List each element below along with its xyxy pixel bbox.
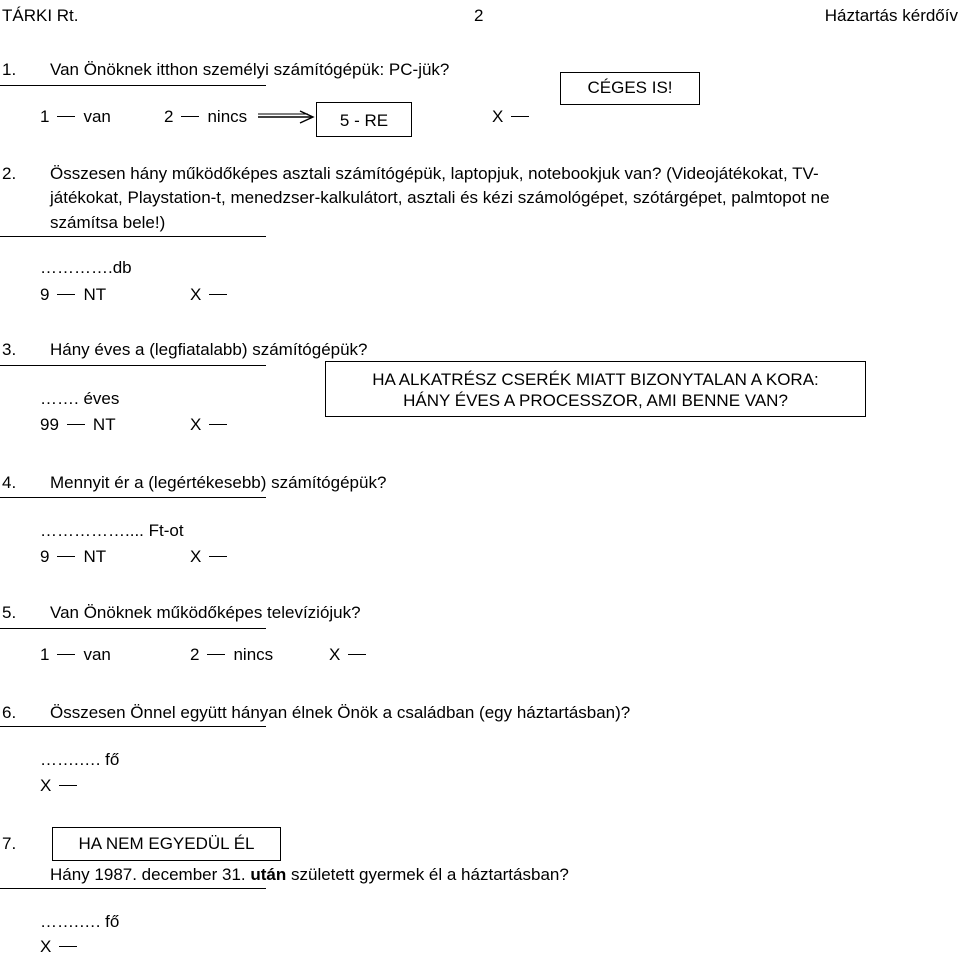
q3-underline <box>0 365 266 366</box>
q5-number: 5. <box>2 603 17 622</box>
dash <box>209 294 227 295</box>
q7-question-part2: született gyermek él a háztartásban? <box>290 865 569 884</box>
q2-question-line3: számítsa bele!) <box>50 213 166 232</box>
dash <box>348 654 366 655</box>
q4-number: 4. <box>2 473 17 492</box>
dash <box>57 294 75 295</box>
q1-option-x[interactable] <box>492 107 537 127</box>
dash <box>57 654 75 655</box>
q5-option-van-label: van <box>83 645 111 664</box>
q6-underline <box>0 726 266 727</box>
q3-x-code: X <box>190 415 202 434</box>
q3-instruction-line1: HA ALKATRÉSZ CSERÉK MIATT BIZONYTALAN A KORA: <box>372 370 819 389</box>
q4-option-x[interactable] <box>190 547 235 567</box>
dash <box>57 116 75 117</box>
q4-x-code: X <box>190 547 202 566</box>
q2-answer-field[interactable]: ………….db <box>40 258 132 277</box>
q4-nt-label: NT <box>83 547 107 566</box>
q5-option-nincs-code: 2 <box>190 645 200 664</box>
q5-underline <box>0 628 266 629</box>
arrow-right-icon <box>258 110 314 124</box>
dash <box>181 116 199 117</box>
dash <box>209 424 227 425</box>
q1-note-text: CÉGES IS! <box>587 78 673 97</box>
q6-number: 6. <box>2 703 17 722</box>
dash <box>67 424 85 425</box>
q1-option-van-label: van <box>83 107 111 126</box>
q3-nt-label: NT <box>92 415 116 434</box>
q5-option-x[interactable] <box>329 645 374 665</box>
q4-answer-field[interactable]: …………….... Ft-ot <box>40 521 184 540</box>
header-document-title: Háztartás kérdőív <box>824 6 958 25</box>
q5-option-van-code: 1 <box>40 645 50 664</box>
q6-question: Összesen Önnel együtt hányan élnek Önök a családban (egy háztartásban)? <box>50 703 631 722</box>
q1-option-nincs-code: 2 <box>164 107 174 126</box>
q5-option-nincs-label: nincs <box>233 645 274 664</box>
q3-instruction-line2: HÁNY ÉVES A PROCESSZOR, AMI BENNE VAN? <box>403 391 788 410</box>
q4-question: Mennyit ér a (legértékesebb) számítógépük? <box>50 473 387 492</box>
q2-number: 2. <box>2 164 17 183</box>
q2-underline <box>0 236 266 237</box>
header-organization: TÁRKI Rt. <box>2 6 79 25</box>
q6-answer-field[interactable]: …….…. fő <box>40 750 120 769</box>
q1-x-code: X <box>492 107 504 126</box>
q1-underline <box>0 85 266 86</box>
q3-answer-field[interactable]: ……. éves <box>40 389 120 408</box>
q2-nt-label: NT <box>83 285 107 304</box>
q1-question: Van Önöknek itthon személyi számítógépük: PC-jük? <box>50 60 450 79</box>
q6-option-x[interactable] <box>40 776 85 796</box>
q2-x-code: X <box>190 285 202 304</box>
q3-option-nt[interactable] <box>40 415 116 435</box>
q7-number: 7. <box>2 834 17 853</box>
q6-x-code: X <box>40 776 52 795</box>
q2-option-x[interactable] <box>190 285 235 305</box>
q4-option-nt[interactable] <box>40 547 106 567</box>
q4-underline <box>0 497 266 498</box>
q3-number: 3. <box>2 340 17 359</box>
q7-question-part1: Hány 1987. december 31. <box>50 865 246 884</box>
q1-jump-label: 5 - RE <box>339 111 389 130</box>
q2-question-line2: játékokat, Playstation-t, menedzser-kalkulátort, asztali és kézi számológépet, szótárgépet, palmtopot ne <box>50 188 830 207</box>
q7-underline <box>0 888 266 889</box>
q3-question: Hány éves a (legfiatalabb) számítógépük? <box>50 340 368 359</box>
q1-option-nincs-label: nincs <box>207 107 248 126</box>
page-number: 2 <box>474 6 484 25</box>
q7-question-emphasis: után <box>250 865 287 884</box>
q5-x-code: X <box>329 645 341 664</box>
q1-number: 1. <box>2 60 17 79</box>
q5-question: Van Önöknek működőképes televíziójuk? <box>50 603 361 622</box>
dash <box>511 116 529 117</box>
q2-nt-code: 9 <box>40 285 50 304</box>
q5-option-van[interactable] <box>40 645 111 665</box>
q3-nt-code: 99 <box>40 415 59 434</box>
dash <box>209 556 227 557</box>
q7-answer-field[interactable]: …….…. fő <box>40 912 120 931</box>
q1-option-van[interactable] <box>40 107 111 127</box>
q2-option-nt[interactable] <box>40 285 106 305</box>
q4-nt-code: 9 <box>40 547 50 566</box>
q5-option-nincs[interactable] <box>190 645 273 665</box>
dash <box>57 556 75 557</box>
q7-option-x[interactable] <box>40 937 85 957</box>
q1-option-nincs[interactable] <box>164 107 247 127</box>
q1-option-van-code: 1 <box>40 107 50 126</box>
dash <box>207 654 225 655</box>
q3-option-x[interactable] <box>190 415 235 435</box>
q2-question-line1: Összesen hány működőképes asztali számítógépük, laptopjuk, notebookjuk van? (Videojátékokat, TV- <box>50 164 819 183</box>
dash <box>59 946 77 947</box>
q7-question <box>50 865 569 885</box>
q7-filter-label: HA NEM EGYEDÜL ÉL <box>78 834 255 853</box>
q7-x-code: X <box>40 937 52 956</box>
dash <box>59 785 77 786</box>
